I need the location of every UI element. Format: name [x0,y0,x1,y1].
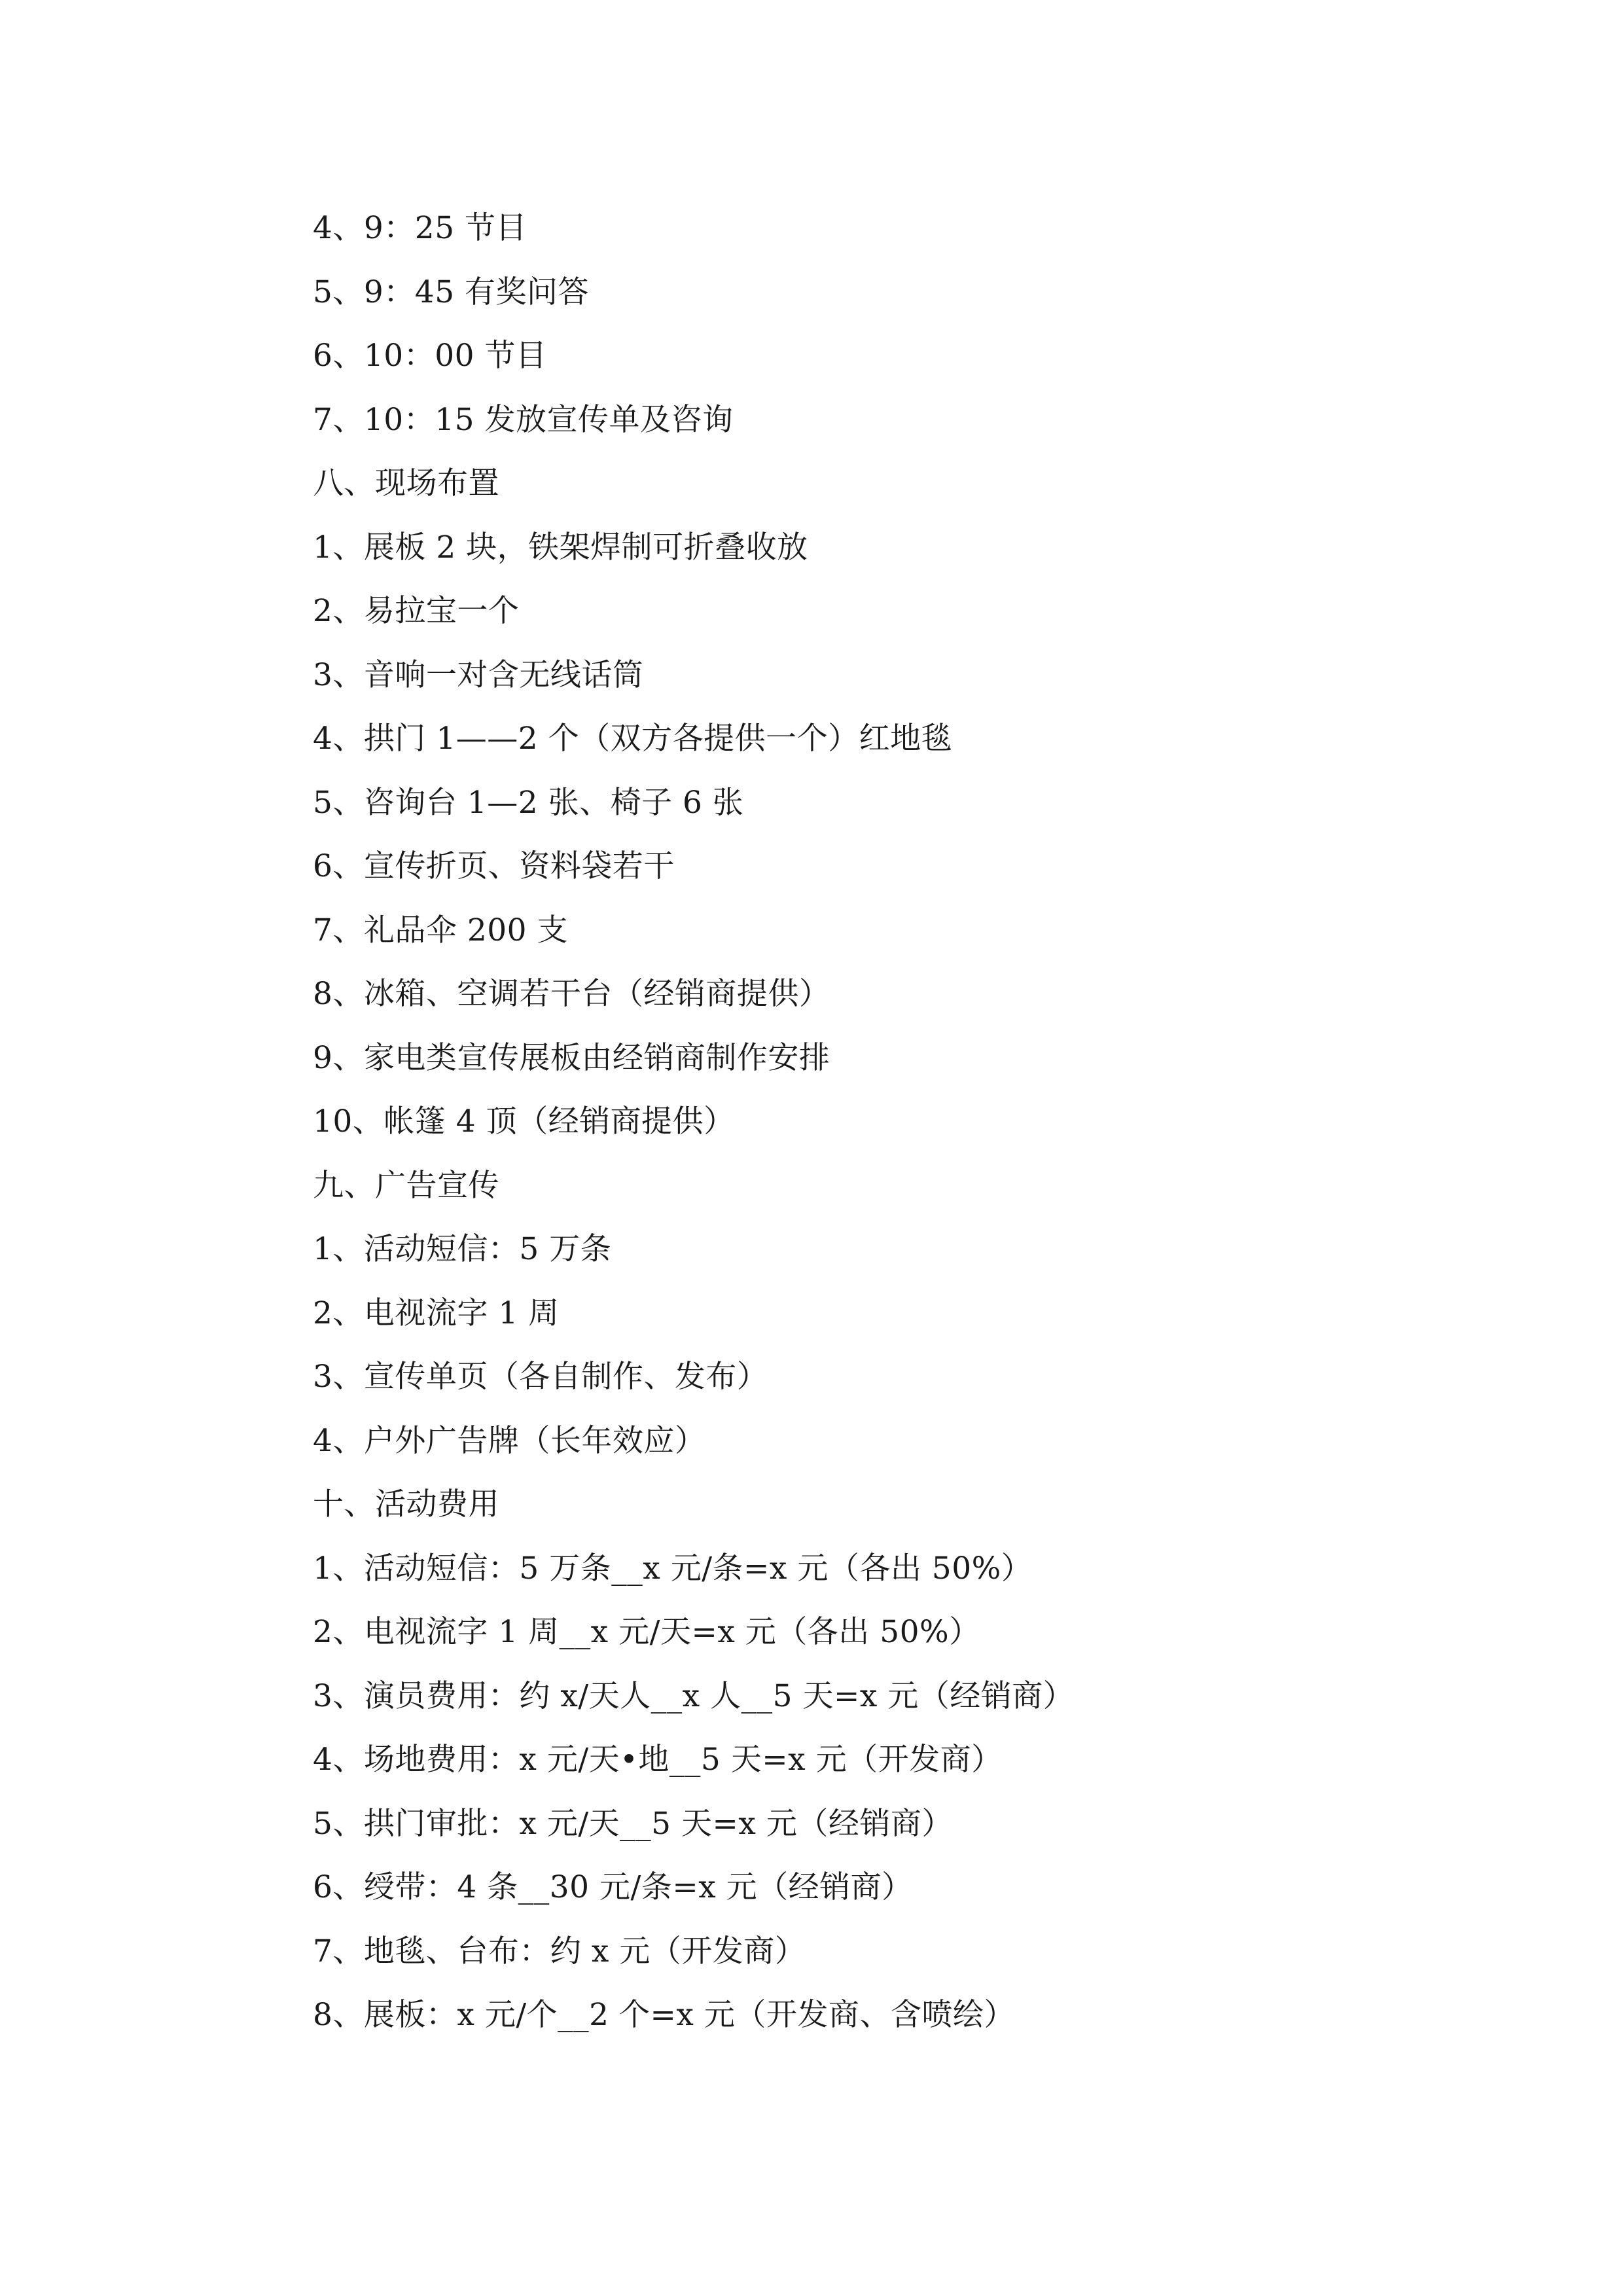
list-item: 2、易拉宝一个 [313,593,520,629]
list-item: 7、10：15 发放宣传单及咨询 [313,401,734,438]
list-item: 3、演员费用：约 x/天人__x 人__5 天=x 元（经销商） [313,1677,1075,1714]
list-item: 7、礼品伞 200 支 [313,912,568,948]
section-heading: 八、现场布置 [313,465,499,501]
list-item: 5、咨询台 1—2 张、椅子 6 张 [313,784,744,821]
list-item: 4、9：25 节目 [313,210,527,246]
list-item: 10、帐篷 4 顶（经销商提供） [313,1103,735,1139]
list-item: 4、拱门 1——2 个（双方各提供一个）红地毯 [313,721,953,757]
list-item: 9、家电类宣传展板由经销商制作安排 [313,1039,830,1076]
list-item: 8、冰箱、空调若干台（经销商提供） [313,976,830,1012]
list-item: 7、地毯、台布：约 x 元（开发商） [313,1933,806,1969]
list-item: 1、活动短信：5 万条__x 元/条=x 元（各出 50%） [313,1550,1033,1587]
list-item: 4、户外广告牌（长年效应） [313,1422,706,1459]
list-item: 2、电视流字 1 周__x 元/天=x 元（各出 50%） [313,1614,980,1650]
list-item: 6、10：00 节目 [313,338,547,374]
list-item: 3、音响一对含无线话筒 [313,656,644,693]
list-item: 6、绶带：4 条__30 元/条=x 元（经销商） [313,1869,913,1905]
list-item: 1、活动短信：5 万条 [313,1231,612,1267]
list-item: 5、拱门审批：x 元/天__5 天=x 元（经销商） [313,1805,953,1842]
section-heading: 十、活动费用 [313,1486,499,1522]
list-item: 5、9：45 有奖问答 [313,274,590,310]
section-heading: 九、广告宣传 [313,1167,499,1204]
list-item: 3、宣传单页（各自制作、发布） [313,1359,768,1395]
list-item: 8、展板：x 元/个__2 个=x 元（开发商、含喷绘） [313,1997,1015,2033]
list-item: 2、电视流字 1 周 [313,1295,560,1331]
document-body [313,204,1556,2055]
list-item: 4、场地费用：x 元/天•地__5 天=x 元（开发商） [313,1742,1003,1778]
list-item: 1、展板 2 块，铁架焊制可折叠收放 [313,529,808,565]
list-item: 6、宣传折页、资料袋若干 [313,848,675,884]
